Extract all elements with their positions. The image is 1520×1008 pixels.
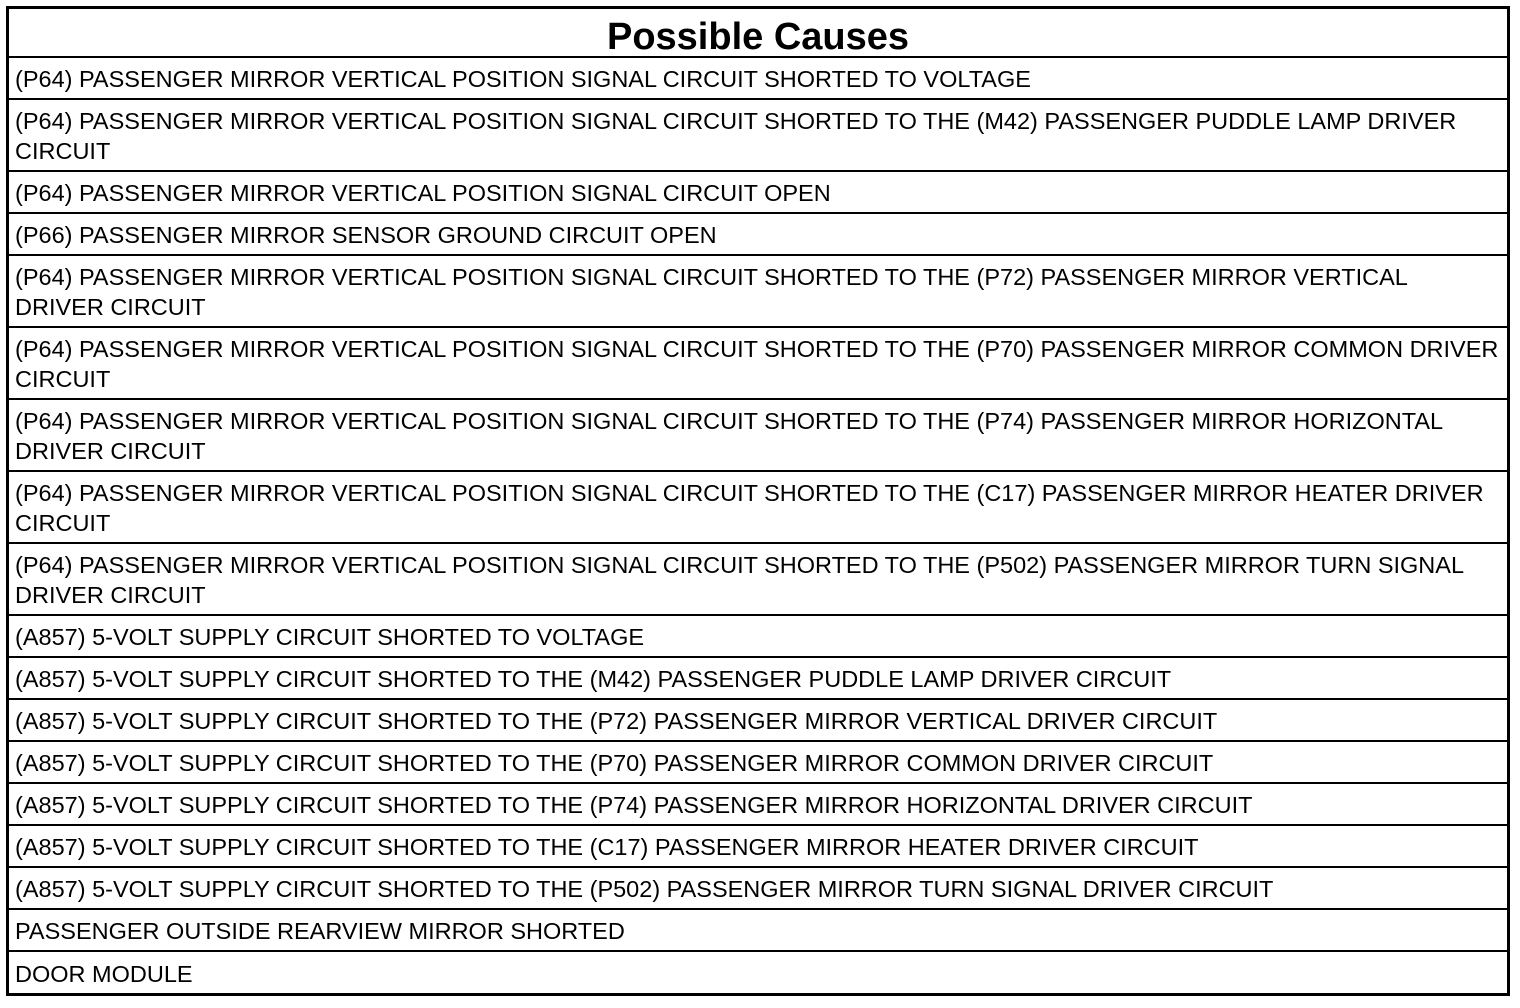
cause-cell: (A857) 5-VOLT SUPPLY CIRCUIT SHORTED TO THE (P502) PASSENGER MIRROR TURN SIGNAL DRIVER CIRCUIT [9,867,1507,909]
table-row [9,699,1507,741]
cause-cell: (A857) 5-VOLT SUPPLY CIRCUIT SHORTED TO THE (P70) PASSENGER MIRROR COMMON DRIVER CIRCUIT [9,741,1507,783]
table-row [9,825,1507,867]
table-row [9,951,1507,993]
cause-cell: (A857) 5-VOLT SUPPLY CIRCUIT SHORTED TO THE (P72) PASSENGER MIRROR VERTICAL DRIVER CIRCUIT [9,699,1507,741]
cause-cell: (P64) PASSENGER MIRROR VERTICAL POSITION SIGNAL CIRCUIT SHORTED TO THE (P502) PASSENGER MIRROR TURN SIGNAL DRIVER CIRCUIT [9,543,1507,615]
table-row [9,399,1507,471]
table-row [9,909,1507,951]
cause-cell: (A857) 5-VOLT SUPPLY CIRCUIT SHORTED TO VOLTAGE [9,615,1507,657]
cause-cell: (A857) 5-VOLT SUPPLY CIRCUIT SHORTED TO THE (P74) PASSENGER MIRROR HORIZONTAL DRIVER CIRCUIT [9,783,1507,825]
table-header-row [9,9,1507,57]
cause-cell: (P64) PASSENGER MIRROR VERTICAL POSITION SIGNAL CIRCUIT SHORTED TO THE (P70) PASSENGER MIRROR COMMON DRIVER CIRCUIT [9,327,1507,399]
cause-cell: (A857) 5-VOLT SUPPLY CIRCUIT SHORTED TO THE (M42) PASSENGER PUDDLE LAMP DRIVER CIRCUIT [9,657,1507,699]
table-row [9,171,1507,213]
table-row [9,867,1507,909]
cause-cell: PASSENGER OUTSIDE REARVIEW MIRROR SHORTED [9,909,1507,951]
table-row [9,213,1507,255]
cause-cell: (P64) PASSENGER MIRROR VERTICAL POSITION SIGNAL CIRCUIT SHORTED TO THE (P74) PASSENGER MIRROR HORIZONTAL DRIVER CIRCUIT [9,399,1507,471]
table-row [9,615,1507,657]
cause-cell: (P64) PASSENGER MIRROR VERTICAL POSITION SIGNAL CIRCUIT SHORTED TO THE (C17) PASSENGER MIRROR HEATER DRIVER CIRCUIT [9,471,1507,543]
cause-cell: (P64) PASSENGER MIRROR VERTICAL POSITION SIGNAL CIRCUIT OPEN [9,171,1507,213]
table-row [9,327,1507,399]
possible-causes-table [6,6,1510,996]
causes-table [9,9,1507,993]
table-row [9,657,1507,699]
cause-cell: DOOR MODULE [9,951,1507,993]
table-title: Possible Causes [9,9,1507,57]
table-row [9,57,1507,99]
table-row [9,783,1507,825]
cause-cell: (A857) 5-VOLT SUPPLY CIRCUIT SHORTED TO THE (C17) PASSENGER MIRROR HEATER DRIVER CIRCUIT [9,825,1507,867]
table-row [9,741,1507,783]
cause-cell: (P66) PASSENGER MIRROR SENSOR GROUND CIRCUIT OPEN [9,213,1507,255]
table-row [9,99,1507,171]
cause-cell: (P64) PASSENGER MIRROR VERTICAL POSITION SIGNAL CIRCUIT SHORTED TO VOLTAGE [9,57,1507,99]
table-row [9,543,1507,615]
table-row [9,471,1507,543]
table-row [9,255,1507,327]
cause-cell: (P64) PASSENGER MIRROR VERTICAL POSITION SIGNAL CIRCUIT SHORTED TO THE (P72) PASSENGER MIRROR VERTICAL DRIVER CIRCUIT [9,255,1507,327]
cause-cell: (P64) PASSENGER MIRROR VERTICAL POSITION SIGNAL CIRCUIT SHORTED TO THE (M42) PASSENGER PUDDLE LAMP DRIVER CIRCUIT [9,99,1507,171]
